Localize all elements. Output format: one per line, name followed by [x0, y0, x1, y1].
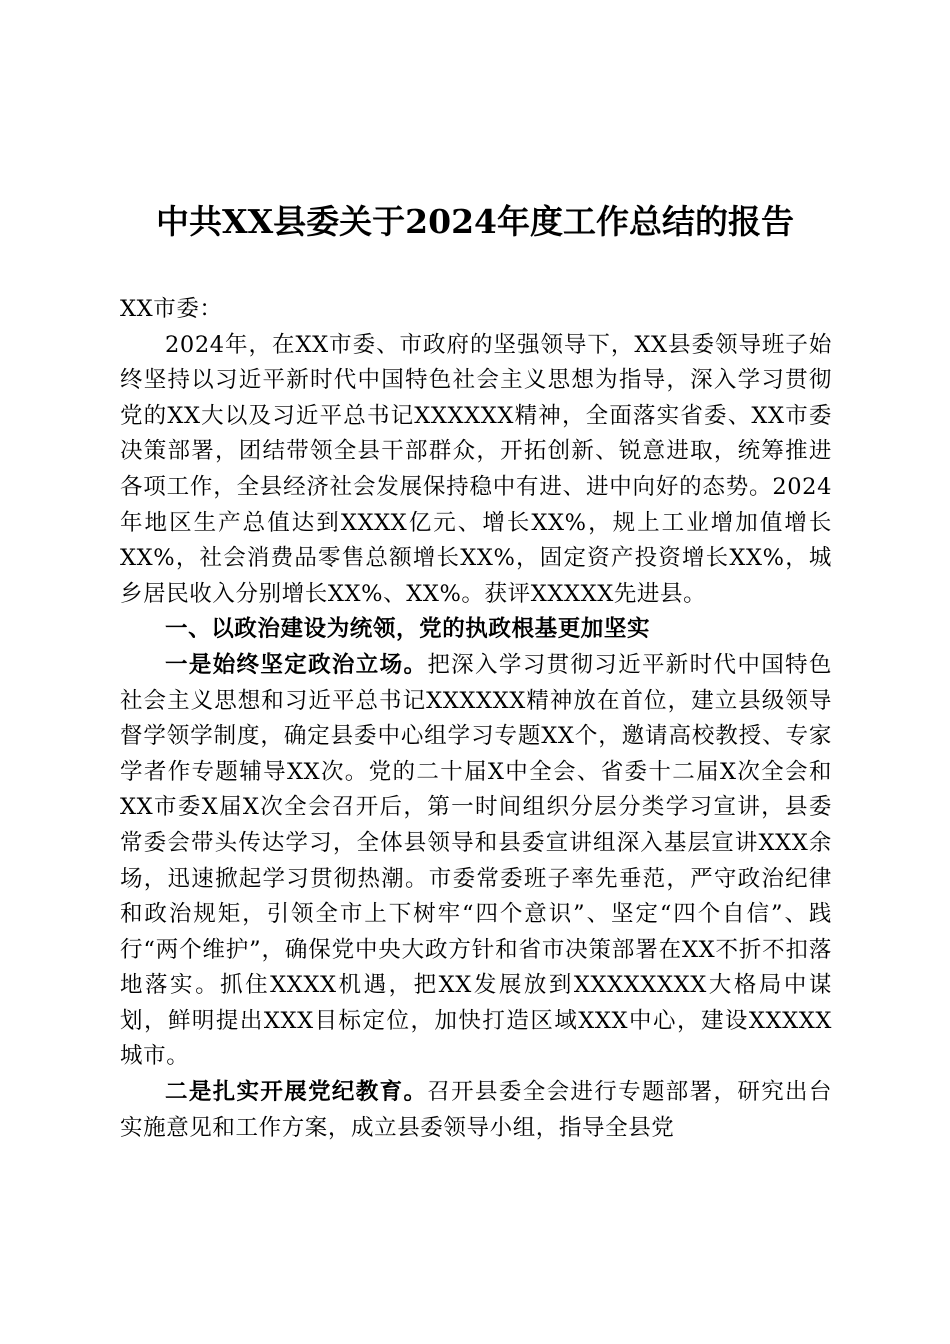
point-two-paragraph	[120, 1075, 832, 1146]
point-one-text: 把深入学习贯彻习近平新时代中国特色社会主义思想和习近平总书记XXXXXX精神放在首位，建立县级领导督学领学制度，确定县委中心组学习专题XX个，邀请高校教授、专家学者作专题辅导XX次。党的二十届X中全会、省委十二届X次全会和XX市委X届X次全会召开后，第一时间组织分层分类学习宣讲，县委常委会带头传达学习，全体县领导和县委宣讲组深入基层宣讲XXX余场，迅速掀起学习贯彻热潮。市委常委班子率先垂范，严守政治纪律和政治规矩，引领全市上下树牢“四个意识”、坚定“四个自信”、践行“两个维护”，确保党中央大政方针和省市决策部署在XX不折不扣落地落实。抓住XXXX机遇，把XX发展放到XXXXXXXX大格局中谋划，鲜明提出XXX目标定位，加快打造区域XXX中心，建设XXXXX城市。	[120, 651, 832, 1070]
intro-paragraph: 2024年，在XX市委、市政府的坚强领导下，XX县委领导班子始终坚持以习近平新时代中国特色社会主义思想为指导，深入学习贯彻党的XX大以及习近平总书记XXXXXX精神，全面落实省委、XX市委决策部署，团结带领全县干部群众，开拓创新、锐意进取，统筹推进各项工作，全县经济社会发展保持稳中有进、进中向好的态势。2024年地区生产总值达到XXXX亿元、增长XX%，规上工业增加值增长XX%，社会消费品零售总额增长XX%，固定资产投资增长XX%，城乡居民收入分别增长XX%、XX%。获评XXXXX先进县。	[120, 331, 832, 607]
document-body	[120, 292, 832, 1146]
point-one-lead: 一是始终坚定政治立场。	[165, 651, 428, 678]
salutation: XX市委：	[120, 296, 223, 322]
point-two-text: 召开县委全会进行专题部署，研究出台实施意见和工作方案，成立县委领导小组，指导全县党	[120, 1079, 832, 1141]
document-title: 中共XX县委关于2024年度工作总结的报告	[155, 202, 795, 241]
point-one-paragraph	[120, 648, 832, 1075]
point-two-lead: 二是扎实开展党纪教育。	[165, 1079, 428, 1106]
section-heading: 一、以政治建设为统领，党的执政根基更加坚实	[165, 616, 651, 643]
